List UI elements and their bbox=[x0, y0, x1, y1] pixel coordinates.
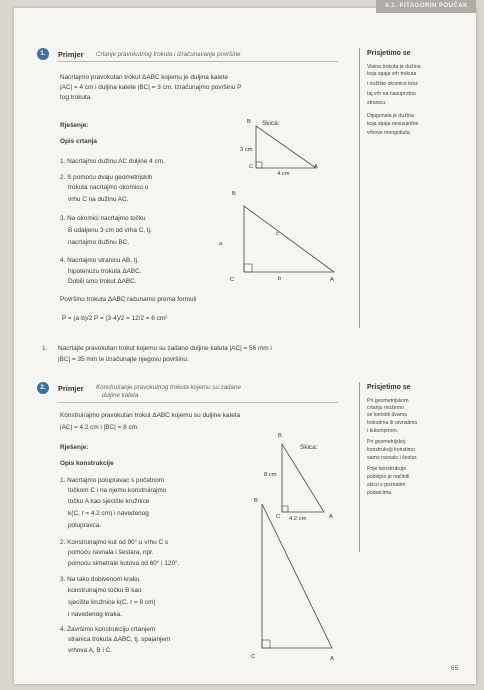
solution-label: Rješenje: bbox=[60, 444, 89, 451]
solution-label: Rješenje: bbox=[60, 122, 89, 129]
sidebar-line: crtanju možemo bbox=[367, 405, 404, 411]
side-a-label: a bbox=[219, 241, 223, 247]
triangle-shape bbox=[262, 504, 332, 648]
vertex-a-label: A bbox=[330, 277, 334, 283]
sketch-label: Skica: bbox=[300, 444, 318, 451]
vertex-a-label: A bbox=[314, 164, 318, 170]
exercise-line: |BC| = 35 mm te izračunajte njegovu površinu. bbox=[58, 356, 189, 363]
step-line: vrhova A, B i C. bbox=[68, 647, 113, 654]
side-ac-label: 4.2 cm bbox=[289, 516, 307, 522]
divider bbox=[58, 61, 338, 62]
side-c-label: c bbox=[276, 231, 279, 237]
sidebar-title: Prisjetimo se bbox=[367, 50, 411, 57]
sidebar-line: Dijagonala je dužina bbox=[367, 113, 414, 119]
vertex-c-label: C bbox=[251, 654, 256, 660]
intro-line: Nacrtajmo pravokutan trokut ΔABC kojemu je duljina katete bbox=[60, 74, 229, 81]
vertex-b-label: B bbox=[232, 191, 236, 197]
sidebar-divider bbox=[359, 382, 360, 552]
intro-line: |AC| = 4.2 cm i |BC| = 8 cm. bbox=[60, 424, 139, 431]
example-badge: 2. bbox=[37, 382, 49, 394]
drawing-triangle-1 bbox=[224, 196, 344, 286]
textbook-page bbox=[14, 3, 476, 684]
step-line: stranica trokuta ΔABC, tj. spajanjem bbox=[68, 636, 171, 643]
step-line: 2. Konstruirajmo kut od 90° u vrhu C s bbox=[60, 539, 169, 546]
vertex-b-label: B bbox=[247, 119, 251, 125]
step-line: točkom C i na njemu konstruirajmo bbox=[68, 487, 167, 494]
step-line: 4. Nacrtajmo stranicu AB, tj. bbox=[60, 257, 139, 264]
step-line: Dobili smo trokut ΔABC. bbox=[68, 278, 137, 285]
steps-title: Opis konstrukcije bbox=[60, 460, 114, 467]
sidebar-title: Prisjetimo se bbox=[367, 384, 411, 391]
drawing-triangle-2 bbox=[242, 498, 352, 668]
exercise-number: 1. bbox=[42, 345, 48, 352]
sidebar-line: Prije konstrukcije bbox=[367, 466, 407, 472]
steps-title: Opis crtanja bbox=[60, 138, 97, 145]
chapter-title: 8.1. PITAGORIN POUČAK bbox=[385, 3, 468, 9]
step-line: polupravca. bbox=[68, 522, 102, 529]
example-title: Primjer bbox=[58, 384, 84, 393]
intro-line: |AC| = 4 cm i duljina katete |BC| = 3 cm. Izračunajmo površinu P bbox=[60, 84, 242, 91]
example-subtitle: duljine kateta bbox=[102, 392, 139, 399]
sidebar-line: podatcima. bbox=[367, 490, 393, 496]
sidebar-line: konstrukciji koristimo bbox=[367, 447, 415, 453]
vertex-c-label: C bbox=[276, 514, 281, 520]
sidebar-line: vrhove mnogokuta. bbox=[367, 130, 412, 136]
sidebar-line: Pri geometrijskoj bbox=[367, 439, 406, 445]
sidebar-line: koja spaja vrh trokuta bbox=[367, 71, 417, 77]
step-line: konstruirajmo točku B kao bbox=[68, 587, 142, 594]
vertex-a-label: A bbox=[330, 656, 334, 662]
sidebar-divider bbox=[359, 48, 360, 328]
sketch-label: Skica: bbox=[262, 120, 280, 127]
sidebar-line: i nožište okomice kroz bbox=[367, 81, 419, 87]
example-subtitle: Crtanje pravokutnog trokuta i izračunavanje površine bbox=[96, 51, 241, 58]
sidebar-line: Visina trokuta je dužina bbox=[367, 64, 421, 70]
sidebar-line: samo ravnalo i šestar. bbox=[367, 455, 418, 461]
intro-line: Konstruirajmo pravokutan trokut ΔABC kojemu su duljine kateta bbox=[60, 412, 241, 419]
step-line: 3. Na tako dobivenom kraku bbox=[60, 576, 140, 583]
formula: P = (a·b)/2 P = (3·4)/2 = 12/2 = 6 cm² bbox=[62, 315, 168, 322]
step-line: 3. Na okomici nacrtajmo točku bbox=[60, 215, 146, 222]
exercise-line: Nacrtajte pravokutan trokut kojemu su zadane duljine kateta |AC| = 56 mm i bbox=[58, 345, 272, 352]
divider bbox=[58, 402, 338, 403]
side-bc-label: 8 cm bbox=[264, 472, 277, 478]
step-line: B udaljenu 3 cm od vrha C, tj. bbox=[68, 227, 152, 234]
step-line: pomoću ravnala i šestara, npr. bbox=[68, 549, 154, 556]
example-badge: 1. bbox=[37, 48, 49, 60]
vertex-c-label: C bbox=[230, 277, 235, 283]
right-angle-mark bbox=[256, 162, 262, 168]
page-number: 65 bbox=[451, 665, 459, 672]
step-line: 4. Završimo konstrukciju crtanjem bbox=[60, 626, 156, 633]
vertex-c-label: C bbox=[249, 164, 254, 170]
example-title: Primjer bbox=[58, 50, 84, 59]
vertex-b-label: B bbox=[254, 498, 258, 504]
example-subtitle: Konstruiranje pravokutnog trokuta kojemu su zadane bbox=[96, 384, 241, 391]
triangle-shape bbox=[244, 206, 334, 272]
triangle-shape bbox=[256, 126, 316, 168]
sidebar-line: poželjno je načiniti bbox=[367, 474, 410, 480]
step-line: 2. S pomoću dvaju geometrijskih bbox=[60, 174, 153, 181]
vertex-a-label: A bbox=[329, 514, 333, 520]
step-line: sjecište kružnice k(C, r = 8 cm) bbox=[68, 599, 156, 606]
step-line: točku A kao sjecište kružnice bbox=[68, 498, 150, 505]
step-line: vrhu C na dužinu AC. bbox=[68, 196, 129, 203]
step-line: i navedenog kraka. bbox=[68, 611, 123, 618]
right-angle-mark bbox=[262, 640, 270, 648]
side-ac-label: 4 cm bbox=[277, 171, 290, 177]
side-bc-label: 3 cm bbox=[240, 147, 253, 153]
formula-intro: Površinu trokuta ΔABC računamo prema formuli bbox=[60, 296, 197, 303]
side-b-label: b bbox=[278, 276, 282, 282]
step-line: k(C, r = 4.2 cm) i navedenog bbox=[68, 510, 149, 517]
step-line: trokuta nacrtajmo okomicu u bbox=[68, 184, 149, 191]
sidebar-line: trokutima ili ravnalima bbox=[367, 420, 418, 426]
step-line: 1. Nacrtajmo dužinu AC duljine 4 cm. bbox=[60, 158, 165, 165]
sidebar-line: i kutomjerom. bbox=[367, 428, 399, 434]
sidebar-line: se koristiti dvama bbox=[367, 412, 408, 418]
step-line: hipotenuzu trokuta ΔABC. bbox=[68, 268, 142, 275]
sidebar-line: taj vrh na nasuprotnu bbox=[367, 91, 416, 97]
step-line: nacrtajmo dužinu BC. bbox=[68, 239, 130, 246]
sidebar-line: Pri geometrijskom bbox=[367, 398, 409, 404]
step-line: 1. Nacrtajmo polupravac s početnom bbox=[60, 477, 165, 484]
step-line: pomoću simetrale kutova od 60° i 120°. bbox=[68, 560, 180, 567]
intro-line: tog trokuta. bbox=[60, 94, 92, 101]
sidebar-line: skicu s poznatim bbox=[367, 482, 406, 488]
right-angle-mark bbox=[244, 264, 252, 272]
sidebar-line: stranicu. bbox=[367, 100, 387, 106]
vertex-b-label: B bbox=[278, 433, 282, 439]
sidebar-line: koja spaja nesusjedne bbox=[367, 121, 419, 127]
